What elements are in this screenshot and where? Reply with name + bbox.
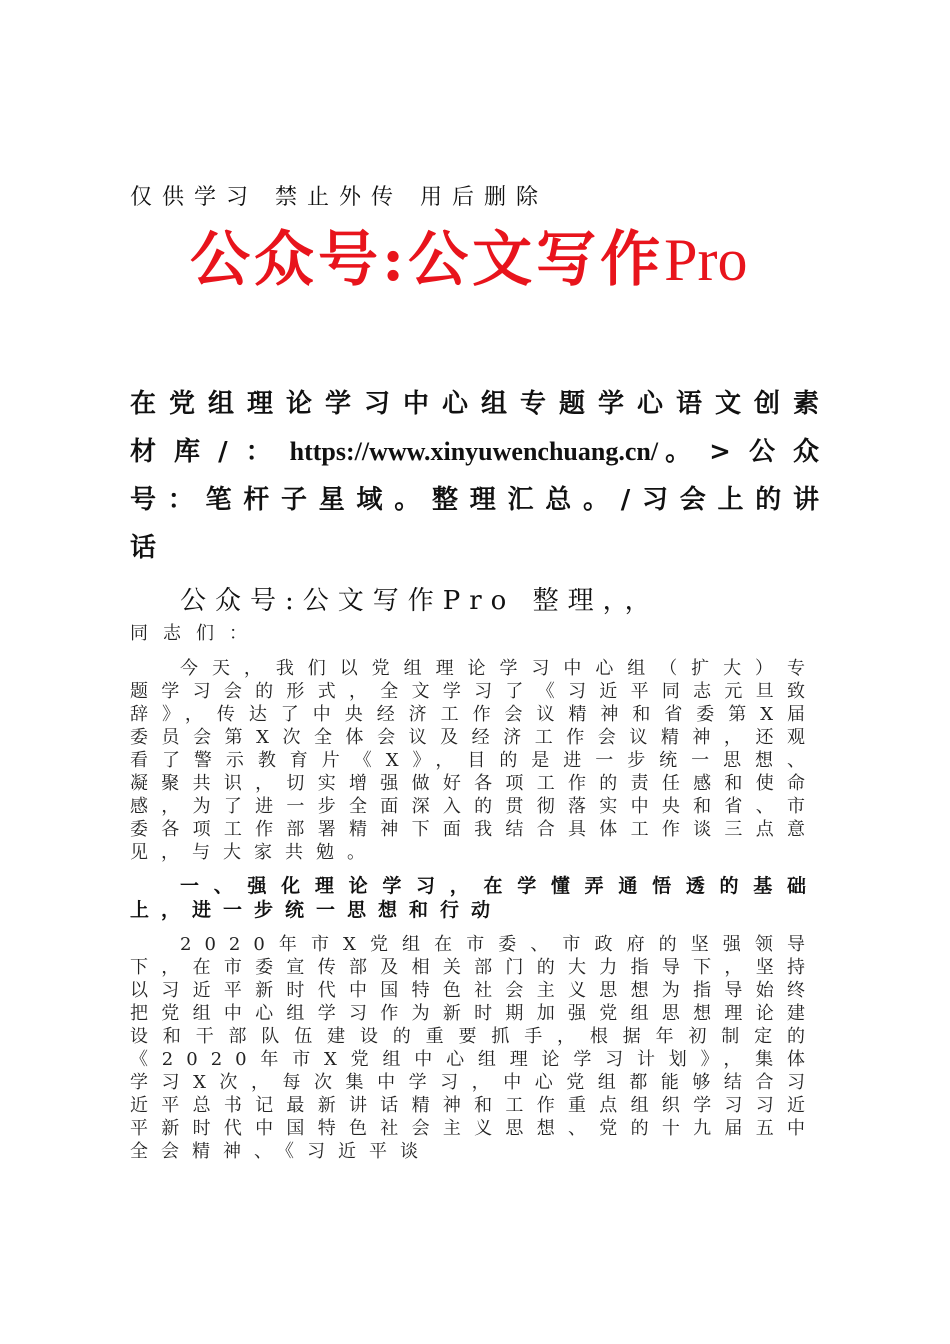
title-part1: 在党组理论学习中心组专题学心语文创素材库/： [130,389,830,467]
document-title [130,380,830,572]
paragraph-section-1: 2020年市X党组在市委、市政府的坚强领导下，在市委宣传部及相关部门的大力指导下，坚持以习近平新时代中国特色社会主义思想为指导始终把党组中心组学习作为新时期加强党组思想理论建设和干部队伍建设的重要抓手，根据年初制定的《2020年市X党组中心组理论学习计划》，集体学习X次，每次集中学习，中心党组都能够结合习近平总书记最新讲话精神和工作重点组织学习习近平新时代中国特色社会主义思想、党的十九届五中全会精神、《习近平谈 [130,934,818,1162]
watermark-notice: 仅供学习 禁止外传 用后删除 [130,185,548,210]
brand-banner [190,220,748,300]
greeting: 同志们： [130,623,262,644]
paragraph-intro: 今天，我们以党组理论学习中心组（扩大）专题学习会的形式，全文学习了《习近平同志元旦致辞》，传达了中央经济工作会议精神和省委第X届委员会第X次全体会议及经济工作会议精神，还观看了警示教育片《X》，目的是进一步统一思想、凝聚共识，切实增强做好各项工作的责任感和使命感，为了进一步全面深入的贯彻落实中央和省、市委各项工作部署精神下面我结合具体工作谈三点意见，与大家共勉。 [130,658,818,863]
title-part2: 。>公众号：笔杆子星域。整理汇总。/习会上的讲话 [130,437,830,563]
brand-suffix: Pro [664,227,748,293]
subtitle: 公众号:公文写作Pro 整理，， [180,586,660,616]
brand-name: 公众号:公文写作 [190,225,665,295]
source-url: https://www.xinyuwenchuang.cn/ [289,437,659,466]
section-heading-1: 一、强化理论学习，在学懂弄通悟透的基础上，进一步统一思想和行动 [130,875,818,921]
